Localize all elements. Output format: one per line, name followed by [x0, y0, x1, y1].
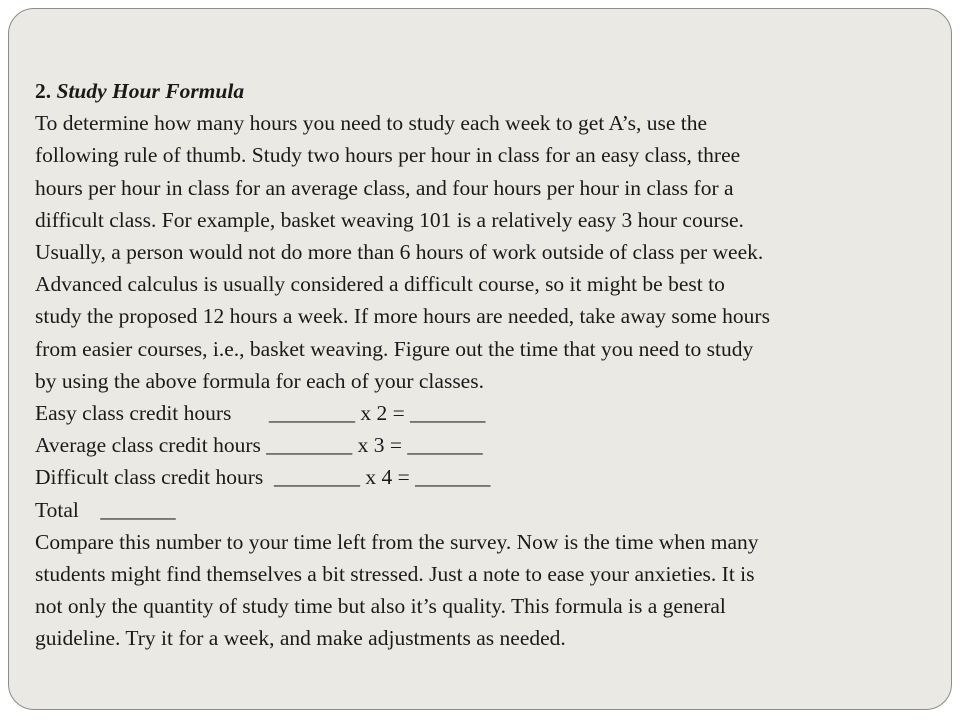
intro-line: from easier courses, i.e., basket weaving. Figure out the time that you need to study [35, 336, 754, 361]
closing-line: Compare this number to your time left from the survey. Now is the time when many [35, 529, 759, 554]
intro-line: difficult class. For example, basket weaving 101 is a relatively easy 3 hour course. [35, 207, 744, 232]
intro-line: following rule of thumb. Study two hours per hour in class for an easy class, three [35, 143, 741, 168]
intro-line: Advanced calculus is usually considered a difficult course, so it might be best to [35, 272, 725, 297]
heading-number: 2. [35, 79, 52, 103]
worksheet-difficult-row: Difficult class credit hours ________ x 4 = _______ [35, 465, 491, 490]
slide-content [35, 75, 951, 655]
worksheet-average-row: Average class credit hours ________ x 3 = _______ [35, 433, 483, 458]
closing-line: not only the quantity of study time but also it’s quality. This formula is a general [35, 594, 726, 619]
intro-line: by using the above formula for each of your classes. [35, 368, 484, 393]
intro-line: Usually, a person would not do more than 6 hours of work outside of class per week. [35, 240, 764, 265]
worksheet-total-row: Total _______ [35, 497, 176, 522]
closing-line: students might find themselves a bit stressed. Just a note to ease your anxieties. It is [35, 562, 755, 587]
intro-line: hours per hour in class for an average class, and four hours per hour in class for a [35, 175, 734, 200]
intro-line: study the proposed 12 hours a week. If more hours are needed, take away some hours [35, 304, 770, 329]
section-heading [35, 75, 951, 107]
intro-line: To determine how many hours you need to study each week to get A’s, use the [35, 111, 708, 136]
closing-line: guideline. Try it for a week, and make adjustments as needed. [35, 626, 566, 651]
worksheet-easy-row: Easy class credit hours ________ x 2 = _______ [35, 401, 486, 426]
heading-title: Study Hour Formula [56, 79, 245, 103]
slide-panel [8, 8, 952, 710]
